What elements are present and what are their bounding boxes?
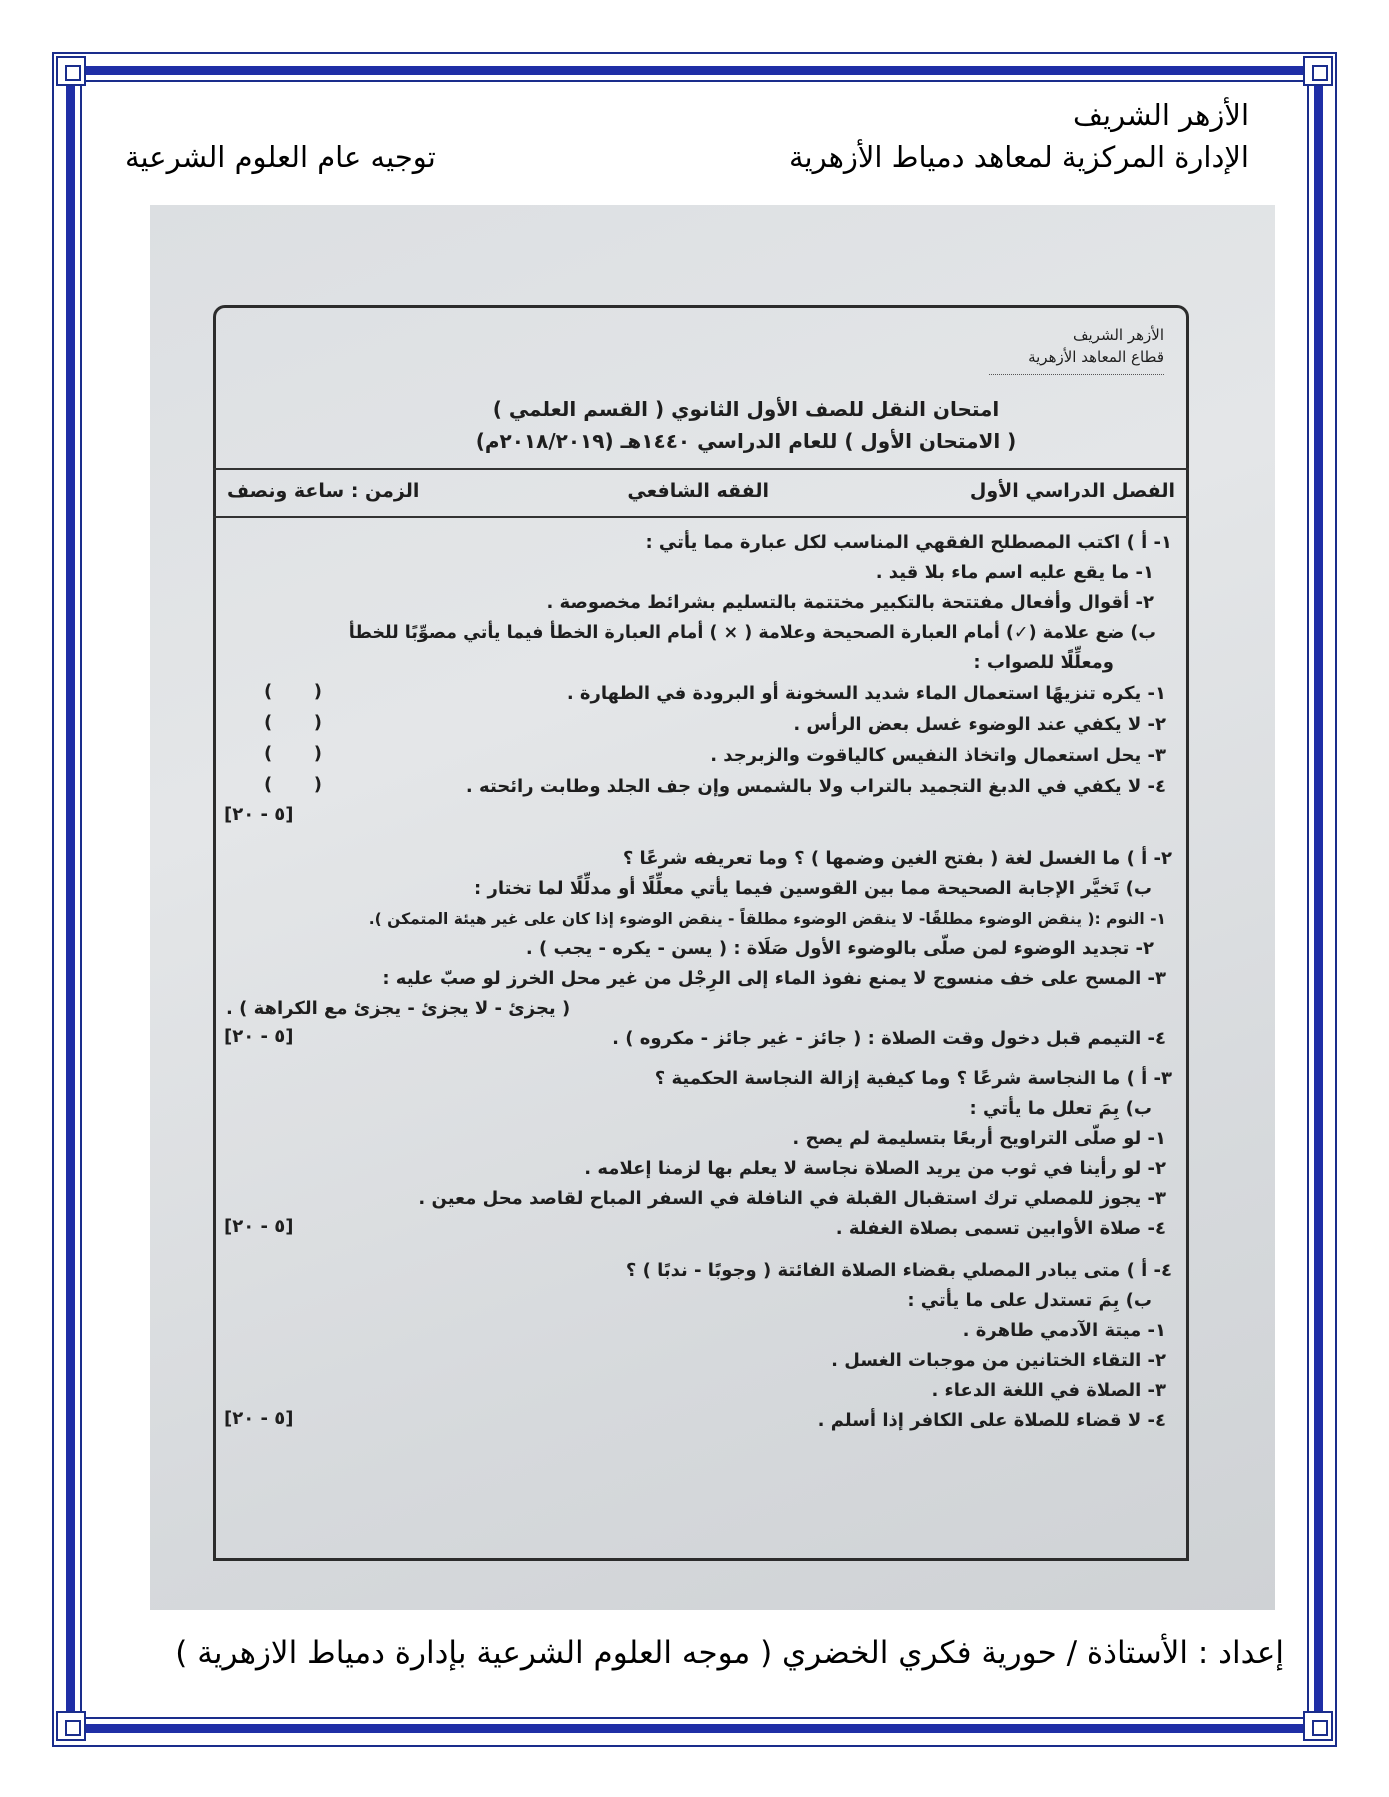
- q2-item-3: ٣- المسح على خف منسوج لا يمنع نفوذ الماء إلى الرِجْل من غير محل الخرز لو صبّ عليه :: [382, 968, 1166, 989]
- q2-item-3-options: ( يجزئ - لا يجزئ - يجزئ مع الكراهة ) .: [226, 998, 571, 1019]
- exam-subject: الفقه الشافعي: [627, 480, 769, 502]
- exam-title-line2: ( الامتحان الأول ) للعام الدراسي ١٤٤٠هـ (٢٠١٨/٢٠١٩م): [475, 429, 1017, 453]
- q2-item-4: ٤- التيمم قبل دخول وقت الصلاة : ( جائز - غير جائز - مكروه ) .: [612, 1028, 1166, 1049]
- header-org: الأزهر الشريف: [1073, 98, 1249, 132]
- q1-a-item-2: ٢- أقوال وأفعال مفتتحة بالتكبير مختتمة بالتسليم بشرائط مخصوصة .: [546, 592, 1154, 613]
- corner-ornament-top-right: [1303, 56, 1333, 86]
- q3-part-a: ٣- أ ) ما النجاسة شرعًا ؟ وما كيفية إزالة النجاسة الحكمية ؟: [654, 1068, 1172, 1089]
- exam-org-line2: قطاع المعاهد الأزهرية: [1028, 348, 1164, 366]
- answer-parens-4: ( ): [264, 774, 322, 795]
- header-supervision: توجيه عام العلوم الشرعية: [125, 140, 436, 174]
- q2-item-1: ١- النوم :( ينقض الوضوء مطلقًا- لا ينقض الوضوء مطلقاً - ينقض الوضوء إذا كان على غير هيئة المتمكن ).: [368, 910, 1166, 928]
- q2-part-b: ب) تَخيَّر الإجابة الصحيحة مما بين القوسين فيما يأتي معلِّلًا أو مدلِّلًا لما تختار :: [474, 878, 1152, 899]
- q2-item-2: ٢- تجديد الوضوء لمن صلّى بالوضوء الأول صَلَاة : ( يسن - يكره - يجب ) .: [525, 938, 1154, 959]
- q3-part-b: ب) بِمَ تعلل ما يأتي :: [969, 1098, 1152, 1119]
- exam-title: [216, 393, 1186, 457]
- corner-ornament-bottom-left: [56, 1711, 86, 1741]
- q2-marks: [٥ - ٢٠]: [224, 1026, 294, 1047]
- answer-parens-2: ( ): [264, 712, 322, 733]
- q1-part-a: ١- أ ) اكتب المصطلح الفقهي المناسب لكل عبارة مما يأتي :: [645, 532, 1172, 553]
- answer-parens-1: ( ): [264, 681, 322, 702]
- corner-ornament-bottom-right: [1303, 1711, 1333, 1741]
- q4-item-2: ٢- التقاء الختانين من موجبات الغسل .: [831, 1350, 1166, 1371]
- answer-parens-3: ( ): [264, 743, 322, 764]
- q3-item-4: ٤- صلاة الأوابين تسمى بصلاة الغفلة .: [835, 1218, 1166, 1239]
- q1-part-b-continued: ومعلِّلًا للصواب :: [973, 652, 1114, 673]
- exam-org-line1: الأزهر الشريف: [1072, 326, 1164, 344]
- header-administration: الإدارة المركزية لمعاهد دمياط الأزهرية: [788, 140, 1249, 174]
- q3-item-1: ١- لو صلّى التراويح أربعًا بتسليمة لم يصح .: [792, 1128, 1166, 1149]
- footer-author: إعداد : الأستاذة / حورية فكري الخضري ( موجه العلوم الشرعية بإدارة دمياط الازهرية ): [175, 1635, 1284, 1671]
- exam-time: الزمن : ساعة ونصف: [227, 480, 420, 502]
- q2-part-a: ٢- أ ) ما الغسل لغة ( بفتح الغين وضمها ) ؟ وما تعريفه شرعًا ؟: [622, 848, 1172, 869]
- q4-marks: [٥ - ٢٠]: [224, 1408, 294, 1429]
- q1-b-item-4: ٤- لا يكفي في الدبغ التجميد بالتراب ولا بالشمس وإن جف الجلد وطابت رائحته .: [465, 776, 1166, 797]
- exam-org-divider: [989, 374, 1164, 375]
- q4-part-b: ب) بِمَ تستدل على ما يأتي :: [907, 1290, 1152, 1311]
- q1-a-item-1: ١- ما يقع عليه اسم ماء بلا قيد .: [875, 562, 1154, 583]
- q4-item-3: ٣- الصلاة في اللغة الدعاء .: [931, 1380, 1166, 1401]
- exam-photo: [150, 205, 1275, 1610]
- exam-paper: [213, 305, 1189, 1561]
- q1-b-item-1: ١- يكره تنزيهًا استعمال الماء شديد السخونة أو البرودة في الطهارة .: [566, 683, 1166, 704]
- q4-item-1: ١- ميتة الآدمي طاهرة .: [962, 1320, 1166, 1341]
- corner-ornament-top-left: [56, 56, 86, 86]
- exam-info-row: [213, 468, 1189, 518]
- q1-b-item-3: ٣- يحل استعمال واتخاذ النفيس كالياقوت والزبرجد .: [710, 745, 1166, 766]
- exam-org-block: [989, 324, 1164, 375]
- exam-term: الفصل الدراسي الأول: [969, 480, 1175, 502]
- q3-item-2: ٢- لو رأينا في ثوب من يريد الصلاة نجاسة لا يعلم بها لزمنا إعلامه .: [584, 1158, 1166, 1179]
- q3-item-3: ٣- يجوز للمصلي ترك استقبال القبلة في النافلة في السفر المباح لقاصد محل معين .: [418, 1188, 1166, 1209]
- q3-marks: [٥ - ٢٠]: [224, 1216, 294, 1237]
- q1-part-b: ب) ضع علامة (✓) أمام العبارة الصحيحة وعلامة ( × ) أمام العبارة الخطأ فيما يأتي مصوِّبًا للخطأ: [348, 623, 1156, 643]
- q4-part-a: ٤- أ ) متى يبادر المصلي بقضاء الصلاة الفائتة ( وجوبًا - ندبًا ) ؟: [625, 1260, 1172, 1281]
- exam-title-line1: امتحان النقل للصف الأول الثانوي ( القسم العلمي ): [492, 397, 1000, 421]
- q1-marks: [٥ - ٢٠]: [224, 804, 294, 825]
- q1-b-item-2: ٢- لا يكفي عند الوضوء غسل بعض الرأس .: [793, 714, 1166, 735]
- q4-item-4: ٤- لا قضاء للصلاة على الكافر إذا أسلم .: [817, 1410, 1166, 1431]
